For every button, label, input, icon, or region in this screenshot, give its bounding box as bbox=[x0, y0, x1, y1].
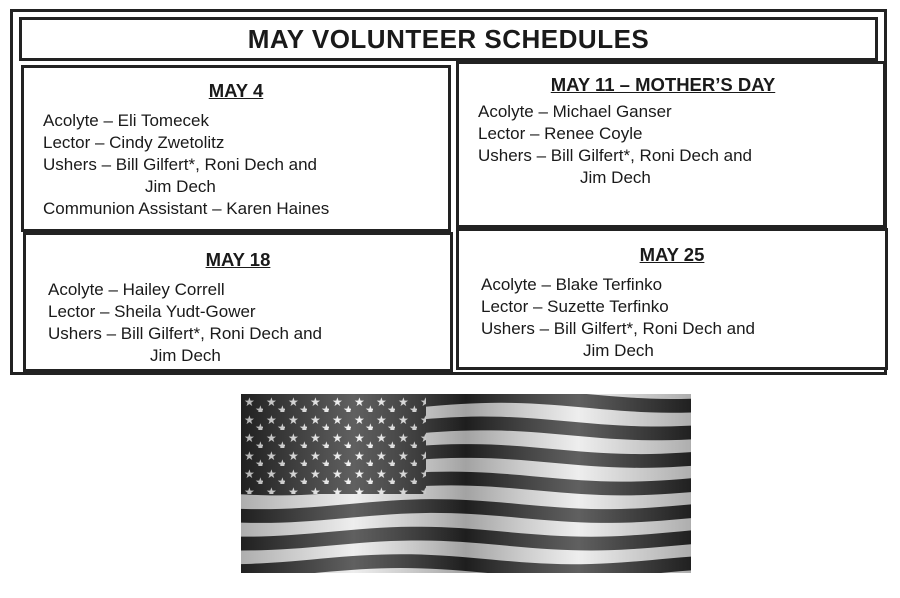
ushers-line-continued: Jim Dech bbox=[150, 346, 221, 365]
lector-line: Lector – Sheila Yudt-Gower bbox=[48, 302, 256, 321]
acolyte-line: Acolyte – Blake Terfinko bbox=[481, 275, 663, 294]
schedule-may-18 bbox=[23, 232, 453, 372]
page-title: MAY VOLUNTEER SCHEDULES bbox=[247, 23, 650, 54]
communion-assistant-line: Communion Assistant – Karen Haines bbox=[43, 199, 330, 218]
ushers-line: Ushers – Bill Gilfert*, Roni Dech and bbox=[478, 146, 753, 165]
title-banner bbox=[19, 17, 878, 61]
acolyte-line: Acolyte – Hailey Correll bbox=[48, 280, 225, 299]
schedule-frame bbox=[10, 9, 887, 375]
schedule-may-11 bbox=[456, 61, 886, 228]
ushers-line-continued: Jim Dech bbox=[145, 177, 216, 196]
schedule-may-4 bbox=[21, 65, 451, 232]
lector-line: Lector – Cindy Zwetolitz bbox=[43, 133, 225, 152]
ushers-line-continued: Jim Dech bbox=[580, 168, 651, 187]
schedule-date-heading: MAY 25 bbox=[639, 244, 705, 265]
lector-line: Lector – Renee Coyle bbox=[478, 124, 643, 143]
ushers-line: Ushers – Bill Gilfert*, Roni Dech and bbox=[481, 319, 756, 338]
schedule-may-25 bbox=[456, 228, 888, 370]
schedule-date-heading: MAY 4 bbox=[208, 80, 264, 101]
acolyte-line: Acolyte – Michael Ganser bbox=[478, 102, 672, 121]
schedule-date-heading: MAY 18 bbox=[205, 249, 271, 270]
ushers-line: Ushers – Bill Gilfert*, Roni Dech and bbox=[48, 324, 323, 343]
ushers-line-continued: Jim Dech bbox=[583, 341, 654, 360]
ushers-line: Ushers – Bill Gilfert*, Roni Dech and bbox=[43, 155, 318, 174]
lector-line: Lector – Suzette Terfinko bbox=[481, 297, 669, 316]
flag-shading bbox=[241, 394, 691, 573]
schedule-date-heading: MAY 11 – MOTHER’S DAY bbox=[550, 74, 776, 95]
american-flag-image bbox=[241, 394, 691, 573]
acolyte-line: Acolyte – Eli Tomecek bbox=[43, 111, 209, 130]
